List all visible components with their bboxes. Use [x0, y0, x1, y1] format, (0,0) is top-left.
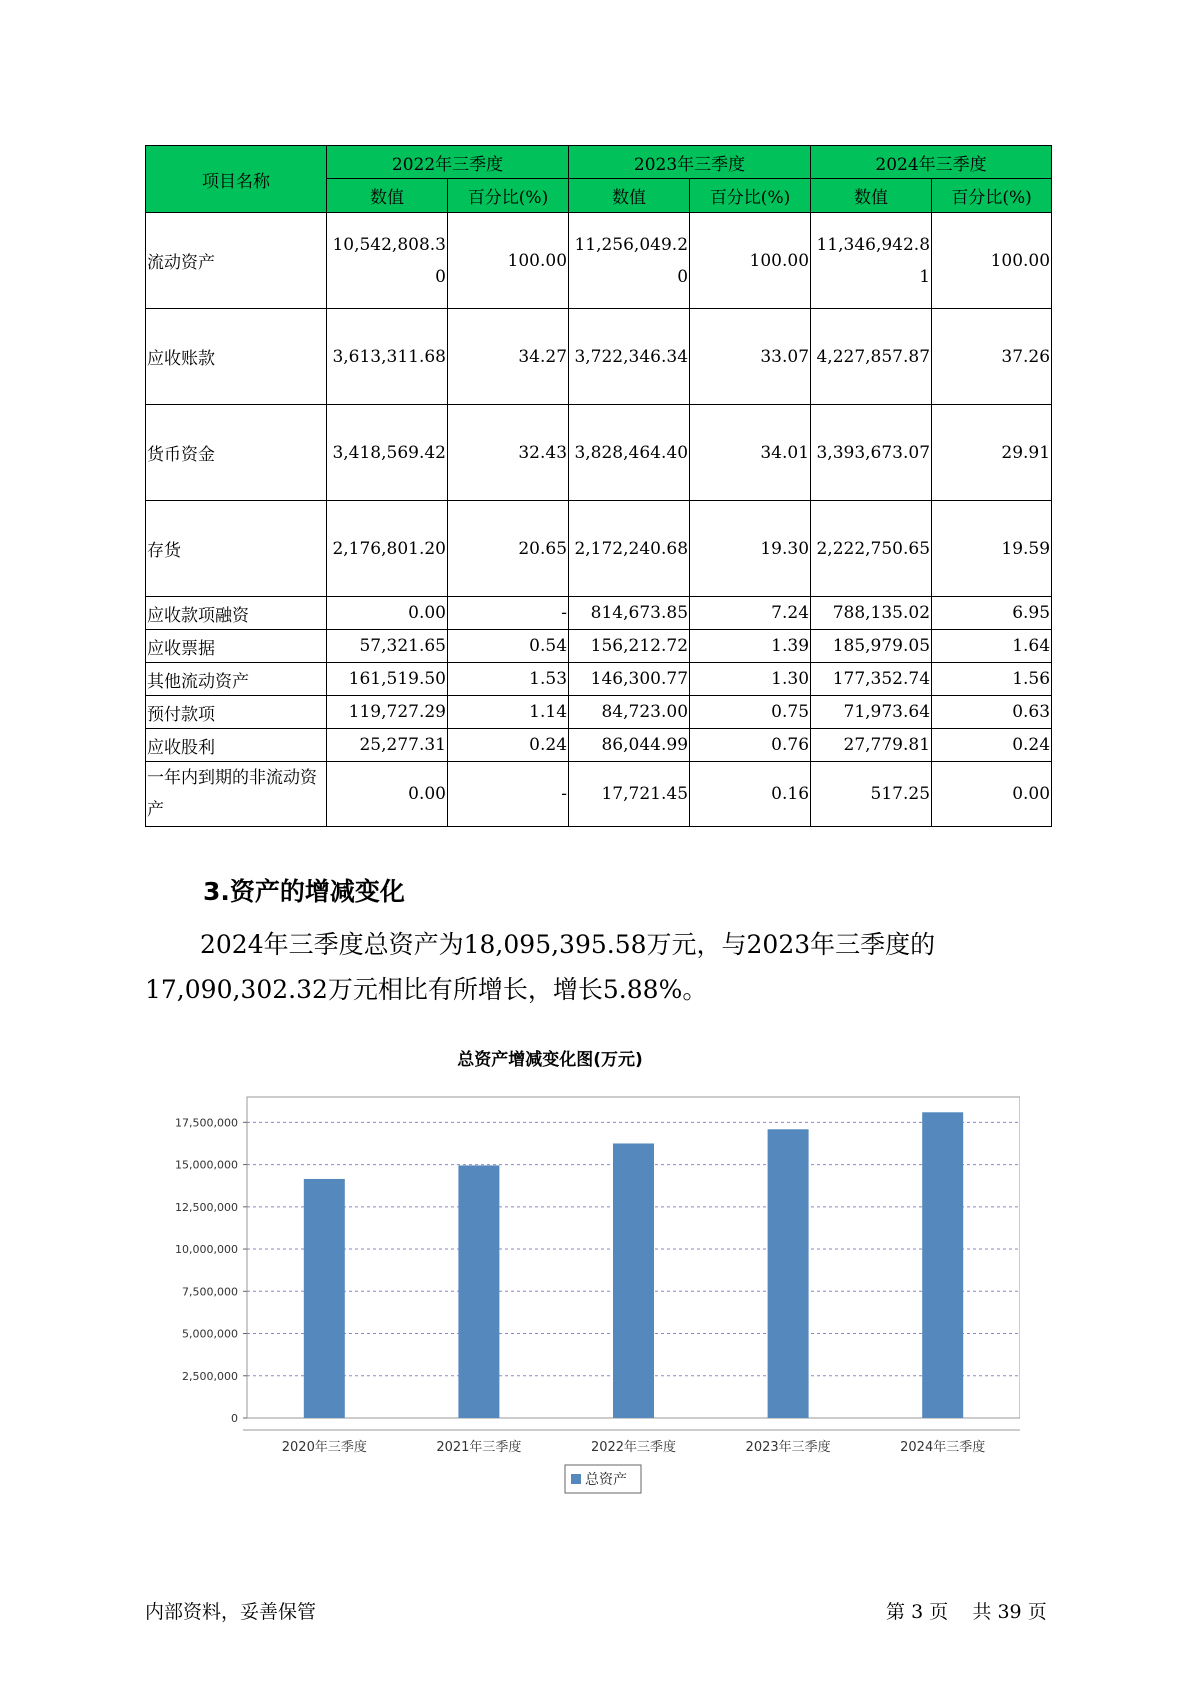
header-percent-2022: 百分比(%): [448, 179, 569, 213]
page-suffix: 页: [929, 1601, 949, 1623]
header-percent-2024: 百分比(%): [932, 179, 1052, 213]
y-tick-label: 5,000,000: [182, 1327, 238, 1341]
cell-percent: 0.75: [690, 696, 811, 729]
y-tick-label: 0: [231, 1412, 238, 1425]
total-assets-chart: [140, 1045, 1020, 1505]
asset-table: [145, 145, 1052, 827]
header-item-name: 项目名称: [146, 146, 327, 213]
bar: [304, 1179, 345, 1418]
cell-value: 0.00: [327, 762, 448, 827]
y-tick-label: 12,500,000: [175, 1200, 238, 1214]
cell-percent: 33.07: [690, 309, 811, 405]
row-label: 应收票据: [146, 630, 327, 663]
row-label: 存货: [146, 501, 327, 597]
cell-percent: 0.76: [690, 729, 811, 762]
legend-swatch: [571, 1474, 581, 1484]
cell-value: 71,973.64: [811, 696, 932, 729]
cell-value: 3,613,311.68: [327, 309, 448, 405]
header-value-2023: 数值: [569, 179, 690, 213]
cell-percent: 19.59: [932, 501, 1052, 597]
cell-percent: 34.27: [448, 309, 569, 405]
cell-percent: 100.00: [932, 213, 1052, 309]
row-label: 应收股利: [146, 729, 327, 762]
cell-percent: 0.16: [690, 762, 811, 827]
header-value-2022: 数值: [327, 179, 448, 213]
cell-value: 4,227,857.87: [811, 309, 932, 405]
cell-value: 10,542,808.30: [327, 213, 448, 309]
cell-value: 3,418,569.42: [327, 405, 448, 501]
bar: [768, 1129, 809, 1418]
cell-percent: 37.26: [932, 309, 1052, 405]
row-label: 应收款项融资: [146, 597, 327, 630]
cell-percent: 1.53: [448, 663, 569, 696]
x-tick-label: 2024年三季度: [900, 1440, 986, 1455]
row-label: 其他流动资产: [146, 663, 327, 696]
cell-percent: 19.30: [690, 501, 811, 597]
footer-confidential: 内部资料，妥善保管: [145, 1601, 317, 1623]
bar: [922, 1112, 963, 1418]
chart-title: 总资产增减变化图(万元): [457, 1050, 643, 1070]
cell-percent: 34.01: [690, 405, 811, 501]
table-row: [146, 630, 1052, 663]
cell-percent: 100.00: [448, 213, 569, 309]
cell-percent: 0.00: [932, 762, 1052, 827]
cell-percent: 20.65: [448, 501, 569, 597]
cell-percent: 1.30: [690, 663, 811, 696]
table-row: [146, 405, 1052, 501]
row-label: 应收账款: [146, 309, 327, 405]
cell-value: 57,321.65: [327, 630, 448, 663]
cell-value: 119,727.29: [327, 696, 448, 729]
cell-value: 11,256,049.20: [569, 213, 690, 309]
cell-percent: -: [448, 762, 569, 827]
table-row: [146, 597, 1052, 630]
summary-paragraph: 2024年三季度总资产为18,095,395.58万元，与2023年三季度的17,090,302.32万元相比有所增长，增长5.88%。: [145, 930, 936, 1004]
cell-value: 84,723.00: [569, 696, 690, 729]
legend-label: 总资产: [585, 1472, 627, 1488]
cell-percent: 0.54: [448, 630, 569, 663]
cell-value: 2,176,801.20: [327, 501, 448, 597]
cell-percent: 1.64: [932, 630, 1052, 663]
y-tick-label: 17,500,000: [175, 1116, 238, 1130]
cell-percent: 0.24: [448, 729, 569, 762]
cell-percent: -: [448, 597, 569, 630]
table-row: [146, 762, 1052, 827]
cell-value: 517.25: [811, 762, 932, 827]
table-row: [146, 501, 1052, 597]
x-tick-label: 2023年三季度: [745, 1440, 831, 1455]
section-heading: 3.资产的增减变化: [203, 877, 405, 906]
table-row: [146, 729, 1052, 762]
cell-percent: 7.24: [690, 597, 811, 630]
total-suffix: 页: [1027, 1601, 1047, 1623]
cell-value: 0.00: [327, 597, 448, 630]
cell-value: 86,044.99: [569, 729, 690, 762]
table-row: [146, 213, 1052, 309]
cell-value: 11,346,942.81: [811, 213, 932, 309]
x-tick-label: 2020年三季度: [281, 1440, 367, 1455]
cell-percent: 1.39: [690, 630, 811, 663]
header-value-2024: 数值: [811, 179, 932, 213]
header-period-2024: 2024年三季度: [811, 146, 1052, 179]
x-tick-label: 2021年三季度: [436, 1440, 522, 1455]
y-tick-label: 10,000,000: [175, 1243, 238, 1257]
cell-value: 27,779.81: [811, 729, 932, 762]
y-tick-label: 7,500,000: [182, 1285, 238, 1299]
cell-value: 185,979.05: [811, 630, 932, 663]
row-label: 货币资金: [146, 405, 327, 501]
cell-value: 3,722,346.34: [569, 309, 690, 405]
cell-value: 177,352.74: [811, 663, 932, 696]
cell-value: 25,277.31: [327, 729, 448, 762]
chart-canvas: [140, 1045, 1020, 1505]
x-tick-label: 2022年三季度: [590, 1440, 677, 1455]
cell-percent: 1.14: [448, 696, 569, 729]
cell-value: 3,828,464.40: [569, 405, 690, 501]
cell-percent: 6.95: [932, 597, 1052, 630]
header-period-2023: 2023年三季度: [569, 146, 811, 179]
table-row: [146, 663, 1052, 696]
table-row: [146, 309, 1052, 405]
cell-percent: 0.63: [932, 696, 1052, 729]
table-row: [146, 696, 1052, 729]
cell-value: 2,172,240.68: [569, 501, 690, 597]
page-prefix: 第: [886, 1601, 906, 1623]
cell-value: 2,222,750.65: [811, 501, 932, 597]
total-prefix: 共: [972, 1601, 992, 1623]
footer-page-info: [886, 1597, 1047, 1624]
cell-percent: 100.00: [690, 213, 811, 309]
cell-value: 3,393,673.07: [811, 405, 932, 501]
row-label: 流动资产: [146, 213, 327, 309]
bar: [613, 1143, 654, 1418]
cell-percent: 1.56: [932, 663, 1052, 696]
cell-value: 17,721.45: [569, 762, 690, 827]
bar: [458, 1165, 499, 1418]
cell-value: 814,673.85: [569, 597, 690, 630]
header-percent-2023: 百分比(%): [690, 179, 811, 213]
cell-percent: 29.91: [932, 405, 1052, 501]
y-tick-label: 2,500,000: [182, 1369, 238, 1383]
cell-percent: 32.43: [448, 405, 569, 501]
total-pages: 39: [997, 1601, 1022, 1623]
y-tick-label: 15,000,000: [175, 1158, 238, 1172]
page-number: 3: [911, 1601, 924, 1623]
row-label: 预付款项: [146, 696, 327, 729]
header-period-2022: 2022年三季度: [327, 146, 569, 179]
cell-value: 156,212.72: [569, 630, 690, 663]
cell-percent: 0.24: [932, 729, 1052, 762]
row-label: 一年内到期的非流动资产: [146, 762, 327, 827]
cell-value: 788,135.02: [811, 597, 932, 630]
cell-value: 146,300.77: [569, 663, 690, 696]
cell-value: 161,519.50: [327, 663, 448, 696]
